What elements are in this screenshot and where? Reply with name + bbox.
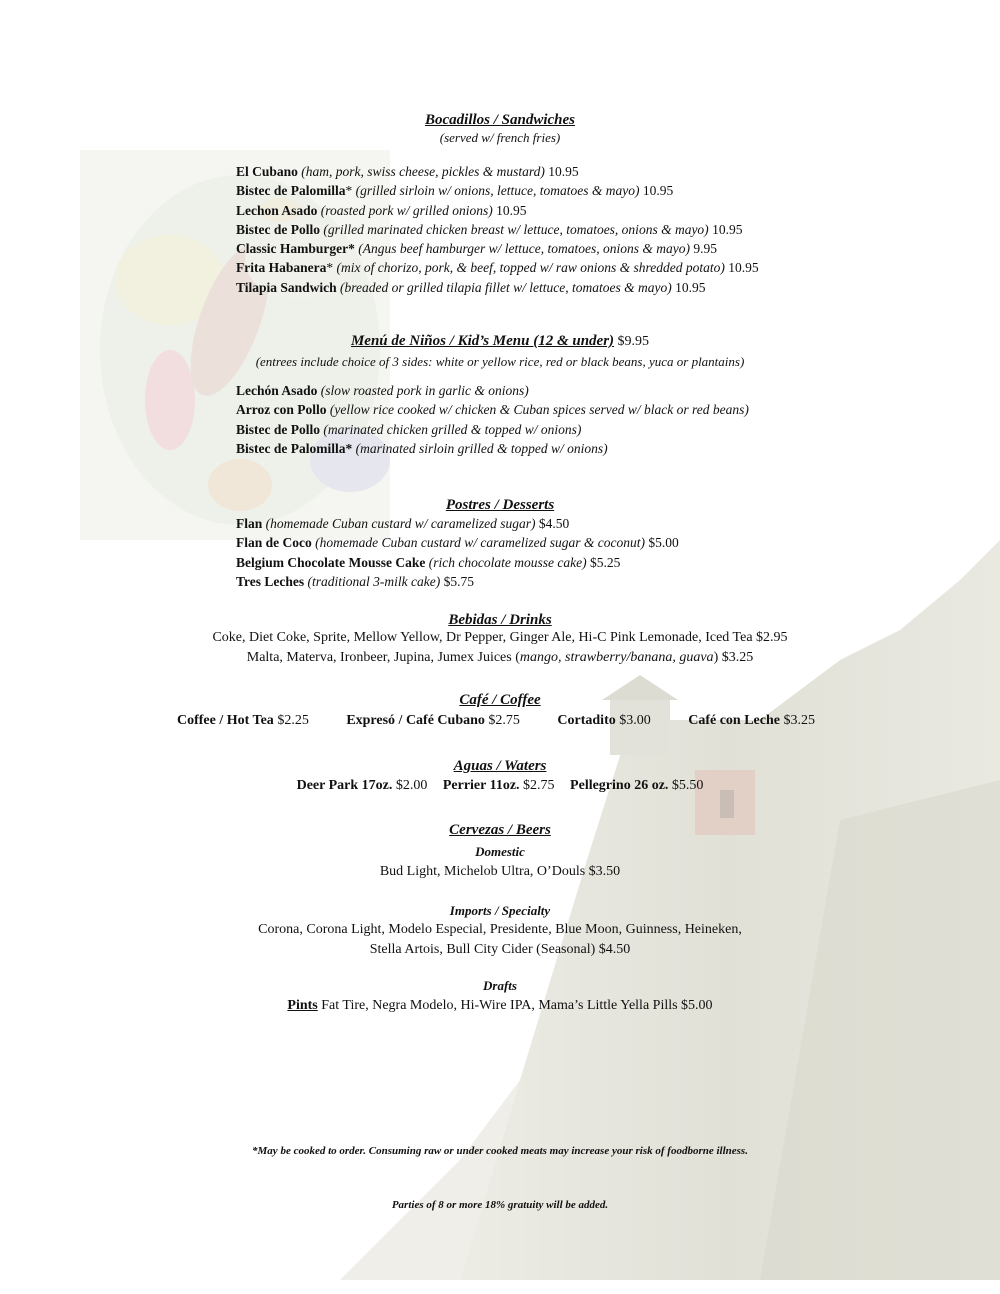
list-item: Classic Hamburger* (Angus beef hamburger w/ lettuce, tomatoes, onions & mayo) 9.95 (236, 241, 717, 257)
sandwiches-list (236, 162, 759, 297)
sandwiches-note: (served w/ french fries) (439, 130, 561, 145)
list-item: Café con Leche $3.25 (688, 713, 815, 728)
list-item: Arroz con Pollo (yellow rice cooked w/ chicken & Cuban spices served w/ black or red beans) (236, 402, 749, 418)
waters-heading: Aguas / Waters (453, 758, 547, 774)
imports-line-1: Corona, Corona Light, Modelo Especial, Presidente, Blue Moon, Guinness, Heineken, (258, 922, 742, 937)
list-item: Coffee / Hot Tea $2.25 (176, 713, 309, 728)
imports-label: Imports / Specialty (449, 903, 551, 918)
list-item: El Cubano (ham, pork, swiss cheese, pickles & mustard) 10.95 (236, 164, 579, 179)
gratuity-notice: Parties of 8 or more 18% gratuity will be added. (391, 1199, 609, 1211)
coffee-heading: Café / Coffee (459, 692, 541, 708)
list-item: Bistec de Pollo (grilled marinated chicken breast w/ lettuce, tomatoes, onions & mayo) 10.95 (236, 221, 743, 237)
list-item: Pellegrino 26 oz. $5.50 (570, 778, 704, 793)
list-item: Belgium Chocolate Mousse Cake (rich chocolate mousse cake) $5.25 (236, 554, 621, 570)
list-item: Bistec de Pollo (marinated chicken grilled & topped w/ onions) (236, 421, 582, 437)
list-item: Deer Park 17oz. $2.00 (296, 778, 428, 793)
imports-line-2: Stella Artois, Bull City Cider (Seasonal) $4.50 (369, 942, 631, 957)
desserts-list (236, 514, 679, 591)
kids-menu-heading: Menú de Niños / Kid’s Menu (12 & under) $9.95 (350, 333, 650, 349)
waters-line (0, 778, 1000, 794)
list-item: Flan (homemade Cuban custard w/ caramelized sugar) $4.50 (236, 516, 570, 531)
raw-meat-warning: *May be cooked to order. Consuming raw or under cooked meats may increase your risk of foodborne illness. (252, 1145, 748, 1157)
drinks-line-2: Malta, Materva, Ironbeer, Jupina, Jumex Juices (mango, strawberry/banana, guava) $3.25 (246, 650, 754, 665)
list-item: Lechón Asado (slow roasted pork in garlic & onions) (236, 383, 529, 398)
drinks-heading: Bebidas / Drinks (448, 612, 552, 628)
list-item: Tilapia Sandwich (breaded or grilled tilapia fillet w/ lettuce, tomatoes & mayo) 10.95 (236, 279, 706, 295)
coffee-line (0, 713, 996, 729)
list-item: Perrier 11oz. $2.75 (442, 778, 555, 793)
drafts-label: Drafts (483, 978, 517, 993)
kids-menu-list (236, 381, 749, 458)
drinks-line-1: Coke, Diet Coke, Sprite, Mellow Yellow, Dr Pepper, Ginger Ale, Hi-C Pink Lemonade, Iced Tea $2.95 (212, 630, 788, 645)
drafts-line: Pints Fat Tire, Negra Modelo, Hi-Wire IPA, Mama’s Little Yella Pills $5.00 (287, 998, 713, 1013)
list-item: Flan de Coco (homemade Cuban custard w/ caramelized sugar & coconut) $5.00 (236, 535, 679, 551)
list-item: Bistec de Palomilla* (grilled sirloin w/ onions, lettuce, tomatoes & mayo) 10.95 (236, 183, 674, 199)
kids-menu-note: (entrees include choice of 3 sides: white or yellow rice, red or black beans, yuca or plantains) (255, 354, 745, 369)
list-item: Tres Leches (traditional 3-milk cake) $5.75 (236, 573, 474, 589)
list-item: Cortadito $3.00 (557, 713, 651, 728)
list-item: Frita Habanera* (mix of chorizo, pork, & beef, topped w/ raw onions & shredded potato) 10.95 (236, 260, 759, 276)
list-item: Lechon Asado (roasted pork w/ grilled onions) 10.95 (236, 202, 527, 218)
domestic-beers: Bud Light, Michelob Ultra, O’Douls $3.50 (379, 864, 621, 879)
desserts-heading: Postres / Desserts (445, 497, 555, 513)
sandwiches-heading: Bocadillos / Sandwiches (424, 112, 576, 128)
domestic-label: Domestic (475, 844, 525, 859)
list-item: Bistec de Palomilla* (marinated sirloin grilled & topped w/ onions) (236, 440, 608, 456)
list-item: Expresó / Café Cubano $2.75 (346, 713, 520, 728)
beers-heading: Cervezas / Beers (449, 822, 551, 838)
